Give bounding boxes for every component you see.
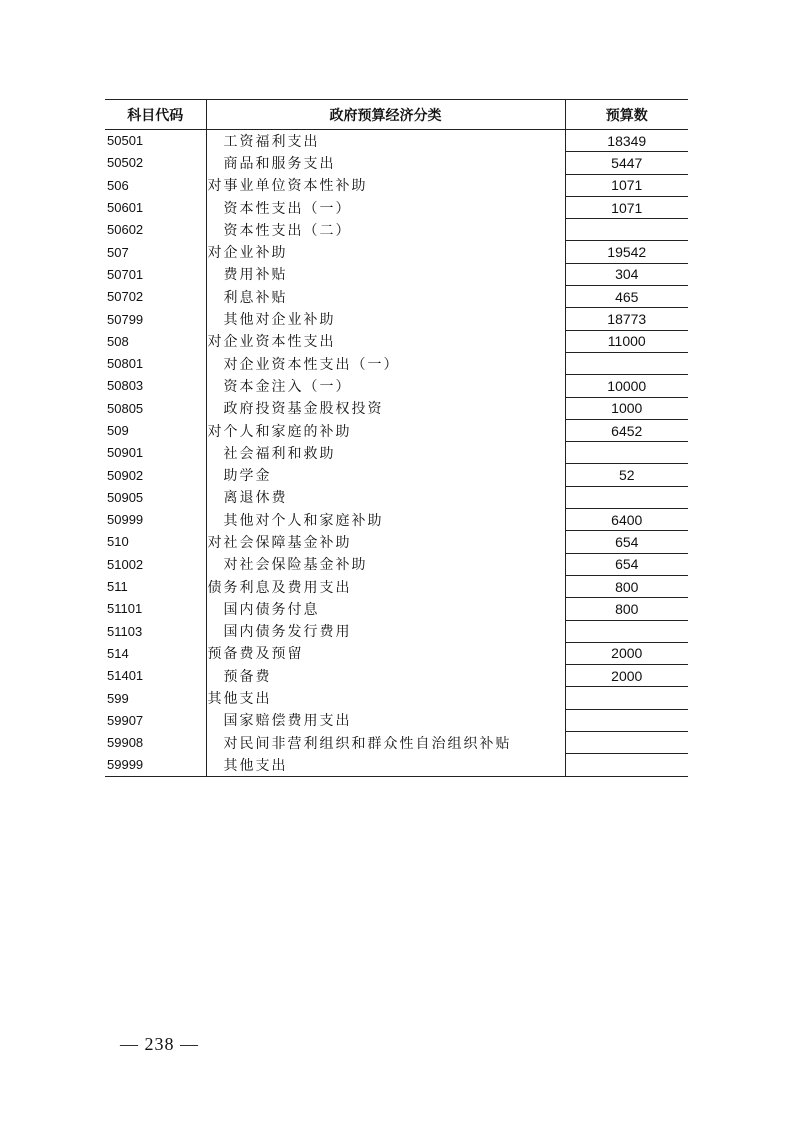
row-category: 预备费及预留 — [206, 642, 565, 664]
table-row — [105, 419, 688, 441]
table-row — [105, 130, 688, 152]
header-code: 科目代码 — [105, 100, 206, 130]
table-row — [105, 531, 688, 553]
row-category: 其他对个人和家庭补助 — [206, 509, 565, 531]
row-code: 51002 — [107, 556, 144, 572]
row-category: 对民间非营利组织和群众性自治组织补贴 — [206, 732, 565, 754]
table-row — [105, 732, 688, 754]
row-amount — [565, 219, 688, 241]
row-code: 51401 — [107, 668, 144, 684]
row-amount — [565, 442, 688, 464]
row-amount: 18773 — [565, 308, 688, 330]
row-amount: 304 — [565, 263, 688, 285]
row-code: 51101 — [107, 601, 143, 617]
row-amount: 1071 — [565, 174, 688, 196]
table-row — [105, 174, 688, 196]
row-category: 国内债务付息 — [206, 598, 565, 620]
row-code: 50901 — [107, 445, 144, 461]
table-row — [105, 575, 688, 597]
row-amount — [565, 709, 688, 731]
row-amount — [565, 732, 688, 754]
row-category: 对社会保险基金补助 — [206, 553, 565, 575]
row-category: 政府投资基金股权投资 — [206, 397, 565, 419]
row-category: 对社会保障基金补助 — [206, 531, 565, 553]
row-amount — [565, 754, 688, 776]
row-category: 费用补贴 — [206, 263, 565, 285]
table-row — [105, 620, 688, 642]
row-code: 50805 — [107, 400, 144, 416]
row-amount: 6400 — [565, 509, 688, 531]
row-category: 离退休费 — [206, 486, 565, 508]
row-amount — [565, 352, 688, 374]
row-code: 50601 — [107, 200, 144, 216]
row-amount: 1000 — [565, 397, 688, 419]
table-row — [105, 709, 688, 731]
table-row — [105, 553, 688, 575]
table-row — [105, 509, 688, 531]
row-amount: 2000 — [565, 642, 688, 664]
row-amount — [565, 620, 688, 642]
table-row — [105, 196, 688, 218]
table-row — [105, 152, 688, 174]
row-code: 50803 — [107, 378, 144, 394]
row-category: 预备费 — [206, 665, 565, 687]
row-amount: 654 — [565, 531, 688, 553]
row-category: 助学金 — [206, 464, 565, 486]
row-code: 511 — [107, 579, 128, 595]
row-category: 对个人和家庭的补助 — [206, 419, 565, 441]
row-category: 资本金注入（一） — [206, 375, 565, 397]
row-amount: 10000 — [565, 375, 688, 397]
table-row — [105, 642, 688, 664]
row-category: 利息补贴 — [206, 286, 565, 308]
row-code: 50702 — [107, 289, 144, 305]
table-row — [105, 308, 688, 330]
row-code: 50999 — [107, 512, 144, 528]
row-amount: 19542 — [565, 241, 688, 263]
row-code: 50905 — [107, 489, 144, 505]
row-amount — [565, 687, 688, 709]
row-amount: 5447 — [565, 152, 688, 174]
row-amount: 654 — [565, 553, 688, 575]
row-category: 对企业资本性支出 — [206, 330, 565, 352]
row-code: 509 — [107, 423, 129, 438]
row-code: 59908 — [107, 735, 144, 751]
row-amount: 800 — [565, 598, 688, 620]
table-row — [105, 397, 688, 419]
row-code: 50701 — [107, 266, 144, 282]
row-category: 工资福利支出 — [206, 130, 565, 152]
row-amount: 11000 — [565, 330, 688, 352]
row-code: 50799 — [107, 311, 144, 327]
row-category: 社会福利和救助 — [206, 442, 565, 464]
table-row — [105, 219, 688, 241]
row-code: 599 — [107, 690, 129, 706]
table-row — [105, 754, 688, 776]
row-code: 508 — [107, 333, 129, 349]
row-code: 514 — [107, 645, 129, 661]
row-code: 50602 — [107, 222, 144, 238]
row-category: 商品和服务支出 — [206, 152, 565, 174]
table-row — [105, 241, 688, 263]
header-category: 政府预算经济分类 — [206, 100, 565, 130]
row-amount: 52 — [565, 464, 688, 486]
table-row — [105, 263, 688, 285]
row-amount — [565, 486, 688, 508]
header-row — [105, 100, 688, 130]
row-amount: 800 — [565, 575, 688, 597]
row-category: 其他支出 — [206, 754, 565, 776]
row-amount: 2000 — [565, 665, 688, 687]
row-code: 51103 — [107, 623, 143, 639]
row-category: 对企业补助 — [206, 241, 565, 263]
table-row — [105, 464, 688, 486]
row-code: 507 — [107, 244, 129, 260]
page-number: — 238 — — [120, 1034, 199, 1054]
row-category: 资本性支出（一） — [206, 196, 565, 218]
row-code: 50502 — [107, 155, 144, 171]
row-category: 债务利息及费用支出 — [206, 575, 565, 597]
table-row — [105, 665, 688, 687]
row-code: 50501 — [107, 133, 144, 149]
row-category: 国内债务发行费用 — [206, 620, 565, 642]
table-row — [105, 687, 688, 709]
table-body — [105, 130, 688, 777]
row-amount: 6452 — [565, 419, 688, 441]
row-category: 其他支出 — [206, 687, 565, 709]
row-category: 其他对企业补助 — [206, 308, 565, 330]
table-row — [105, 352, 688, 374]
row-code: 59999 — [105, 754, 206, 776]
table-row — [105, 442, 688, 464]
row-code: 506 — [107, 177, 129, 193]
row-code: 50902 — [107, 467, 144, 483]
row-amount: 18349 — [607, 132, 647, 149]
table-row — [105, 598, 688, 620]
table-header — [105, 100, 688, 130]
row-code: 59907 — [107, 712, 144, 728]
table-row — [105, 286, 688, 308]
row-category: 国家赔偿费用支出 — [206, 709, 565, 731]
table-row — [105, 330, 688, 352]
row-category: 对事业单位资本性补助 — [206, 174, 565, 196]
row-code: 50801 — [107, 356, 144, 372]
header-amount: 预算数 — [565, 100, 688, 130]
row-amount: 465 — [565, 286, 688, 308]
budget-table — [105, 99, 688, 777]
row-category: 资本性支出（二） — [206, 219, 565, 241]
table-row — [105, 375, 688, 397]
table-row — [105, 486, 688, 508]
row-category: 对企业资本性支出（一） — [206, 352, 565, 374]
row-amount: 1071 — [565, 196, 688, 218]
row-code: 510 — [107, 534, 129, 550]
